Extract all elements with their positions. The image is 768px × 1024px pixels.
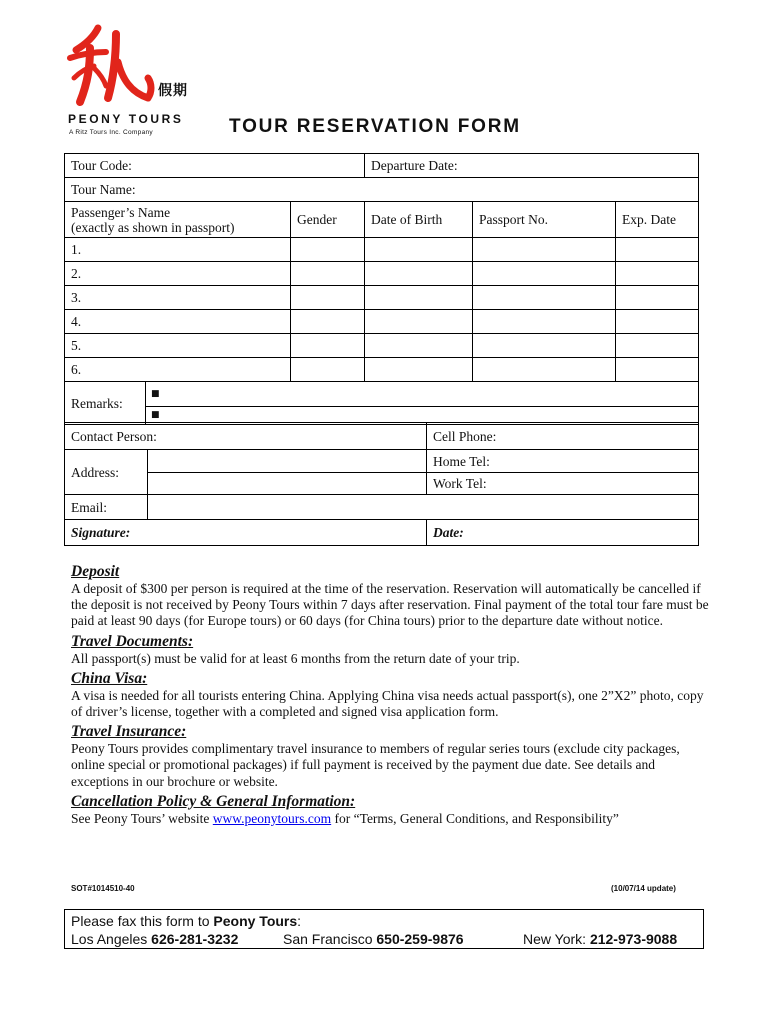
passenger-name-cell[interactable]	[65, 262, 291, 286]
work-tel-field[interactable]	[427, 473, 699, 495]
form-title: TOUR RESERVATION FORM	[229, 116, 521, 137]
signature-field[interactable]	[65, 520, 427, 546]
row-number: 6.	[71, 362, 82, 377]
passport-cell[interactable]	[473, 238, 616, 262]
sf-label: San Francisco	[283, 931, 377, 947]
row-number: 4.	[71, 314, 82, 329]
gender-cell[interactable]	[291, 238, 365, 262]
row-number: 3.	[71, 290, 82, 305]
cancellation-heading: Cancellation Policy & General Information:	[71, 792, 356, 810]
departure-date-label: Departure Date:	[371, 158, 458, 173]
dob-header: Date of Birth	[365, 202, 473, 238]
cancellation-suffix: for “Terms, General Conditions, and Responsibility”	[331, 810, 619, 826]
departure-date-field[interactable]	[365, 154, 699, 178]
passport-header: Passport No.	[473, 202, 616, 238]
passenger-name-header	[65, 202, 291, 238]
gender-header: Gender	[291, 202, 365, 238]
email-label: Email:	[65, 495, 148, 520]
contact-table	[64, 422, 699, 546]
tour-code-field[interactable]	[65, 154, 365, 178]
gender-cell[interactable]	[291, 358, 365, 382]
travel-insurance-heading: Travel Insurance:	[71, 723, 187, 741]
passport-cell[interactable]	[473, 358, 616, 382]
passenger-name-cell[interactable]	[65, 310, 291, 334]
form-code: SOT#1014510-40	[71, 884, 135, 893]
table-row	[65, 286, 699, 310]
home-tel-field[interactable]	[427, 450, 699, 473]
passport-cell[interactable]	[473, 262, 616, 286]
cancellation-text	[71, 811, 711, 827]
passenger-name-cell[interactable]	[65, 238, 291, 262]
deposit-heading: Deposit	[71, 563, 120, 580]
email-field[interactable]	[148, 495, 699, 520]
passport-cell[interactable]	[473, 286, 616, 310]
ny-fax-number: 212-973-9088	[589, 931, 678, 947]
gender-cell[interactable]	[291, 334, 365, 358]
la-fax-number: 626-281-3232	[151, 931, 239, 947]
fax-ny	[523, 931, 677, 947]
deposit-text: A deposit of $300 per person is required at the time of the reservation. Reservation will automatically be cancelled if the deposit is not received by Peony Tours within 7 days after reservation. Final payment of the total tour fare must be paid at least 90 days (for Europe tours) or 60 days (for China tours) prior to the departure date without notice.	[71, 581, 709, 629]
website-link[interactable]: www.peonytours.com	[212, 810, 332, 826]
table-row	[65, 262, 699, 286]
table-row	[65, 310, 699, 334]
ny-label: New York:	[523, 931, 590, 947]
travel-insurance-text: Peony Tours provides complimentary travel insurance to members of regular series tours (exclude city packages, online special or promotional packages) if full payment is received by the payment due date. See details and exceptions in our brochure or website.	[71, 741, 680, 789]
travel-documents-text: All passport(s) must be valid for at least 6 months from the return date of your trip.	[71, 650, 520, 666]
passenger-header-row	[65, 202, 699, 238]
gender-cell[interactable]	[291, 286, 365, 310]
date-field[interactable]	[427, 520, 699, 546]
remarks-field-1[interactable]	[146, 382, 699, 407]
passenger-table	[64, 153, 699, 425]
gender-cell[interactable]	[291, 310, 365, 334]
remarks-label: Remarks:	[65, 382, 146, 425]
date-label: Date:	[433, 525, 464, 540]
exp-date-cell[interactable]	[616, 310, 699, 334]
fax-info-box	[64, 909, 704, 949]
logo-chinese-text: 假期	[158, 83, 188, 99]
passenger-name-header-line2: (exactly as shown in passport)	[71, 219, 235, 235]
cell-phone-label: Cell Phone:	[433, 428, 497, 444]
fax-sf	[283, 931, 464, 947]
exp-date-cell[interactable]	[616, 358, 699, 382]
cancellation-prefix: See Peony Tours’ website	[71, 810, 213, 826]
table-row	[65, 238, 699, 262]
cell-phone-field[interactable]	[427, 423, 699, 450]
tour-name-field[interactable]	[65, 178, 699, 202]
dob-cell[interactable]	[365, 238, 473, 262]
address-field-2[interactable]	[148, 473, 427, 495]
fax-prefix: Please fax this form to	[71, 913, 214, 929]
travel-documents-heading: Travel Documents:	[71, 632, 194, 650]
bullet-icon: ■	[151, 410, 160, 420]
row-number: 1.	[71, 242, 82, 257]
passenger-name-cell[interactable]	[65, 358, 291, 382]
exp-date-cell[interactable]	[616, 262, 699, 286]
address-field-1[interactable]	[148, 450, 427, 473]
fax-colon: :	[297, 913, 302, 929]
address-label: Address:	[65, 450, 148, 495]
terms-section	[71, 563, 711, 830]
peony-calligraphy-icon	[60, 22, 160, 112]
passport-cell[interactable]	[473, 334, 616, 358]
exp-date-cell[interactable]	[616, 286, 699, 310]
dob-cell[interactable]	[365, 310, 473, 334]
sf-fax-number: 650-259-9876	[376, 931, 464, 947]
row-number: 5.	[71, 338, 82, 353]
dob-cell[interactable]	[365, 334, 473, 358]
contact-person-field[interactable]	[65, 423, 427, 450]
bullet-icon: ■	[151, 388, 160, 399]
passenger-name-cell[interactable]	[65, 286, 291, 310]
update-date: (10/07/14 update)	[611, 884, 676, 893]
fax-instruction	[71, 913, 301, 929]
china-visa-heading: China Visa:	[71, 669, 148, 687]
fax-company: Peony Tours	[213, 913, 298, 929]
la-label: Los Angeles	[71, 931, 152, 947]
exp-date-header: Exp. Date	[616, 202, 699, 238]
logo-company-name: PEONY TOURS	[68, 112, 184, 126]
signature-label: Signature:	[71, 525, 131, 540]
row-number: 2.	[71, 266, 82, 281]
china-visa-text: A visa is needed for all tourists entering China. Applying China visa needs actual passport(s), one 2”X2” photo, copy of driver’s license, together with a completed and signed visa application form.	[71, 687, 704, 720]
contact-person-label: Contact Person:	[71, 428, 157, 444]
passport-cell[interactable]	[473, 310, 616, 334]
home-tel-label: Home Tel:	[433, 453, 490, 469]
table-row	[65, 358, 699, 382]
peony-tours-logo	[60, 22, 210, 140]
exp-date-cell[interactable]	[616, 334, 699, 358]
gender-cell[interactable]	[291, 262, 365, 286]
logo-tagline: A Ritz Tours Inc. Company	[69, 129, 153, 136]
tour-code-label: Tour Code:	[71, 158, 132, 173]
passenger-name-header-line1: Passenger’s Name	[71, 204, 171, 220]
exp-date-cell[interactable]	[616, 238, 699, 262]
table-row	[65, 334, 699, 358]
dob-cell[interactable]	[365, 262, 473, 286]
tour-name-label: Tour Name:	[71, 182, 136, 197]
fax-la	[71, 931, 238, 947]
dob-cell[interactable]	[365, 286, 473, 310]
dob-cell[interactable]	[365, 358, 473, 382]
passenger-name-cell[interactable]	[65, 334, 291, 358]
work-tel-label: Work Tel:	[433, 476, 487, 491]
